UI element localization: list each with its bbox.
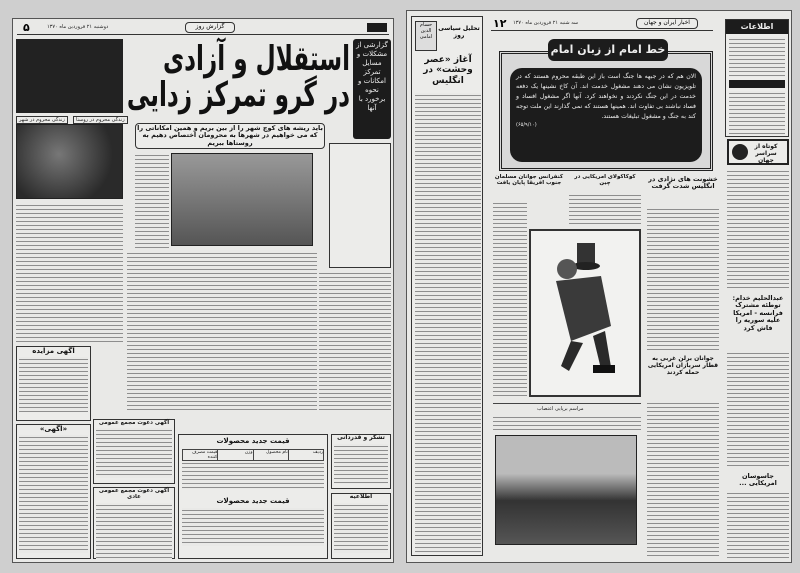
left-page — [12, 18, 394, 563]
ad-assembly-2 — [93, 487, 175, 559]
ad-thanks — [331, 434, 391, 489]
imam-title: خط امام از زبان امام — [548, 39, 668, 61]
photo-caption: زندگی محروم در روستا — [73, 116, 128, 124]
text-column — [569, 193, 641, 227]
page-number: ۱۲ — [493, 17, 507, 30]
text-column — [727, 491, 789, 558]
masthead-info — [729, 91, 785, 135]
imam-box — [499, 51, 713, 171]
table-header: وزن — [217, 450, 252, 460]
text-column — [493, 415, 641, 432]
text-column — [727, 351, 789, 469]
ad-title: «آگهی» — [39, 425, 68, 433]
left-header — [17, 21, 389, 35]
table-header: قیمت مصرف کننده — [191, 450, 218, 461]
main-headline — [128, 41, 350, 119]
page-date: سه شنبه ۲۱ فروردین ماه ۱۳۷۰ — [513, 20, 579, 26]
ad-title: آگهی مزایده — [32, 347, 75, 355]
table-body — [182, 508, 324, 546]
page-number: ۵ — [23, 21, 30, 34]
masthead-logo: اطلاعات — [726, 20, 788, 34]
photo-rural — [16, 39, 123, 113]
world-news-column — [727, 169, 789, 291]
newspaper-logo — [367, 23, 387, 32]
headline-berlin: جوانان برلن غربی به قطار سربازان امریکایی حمله کردند — [647, 355, 719, 376]
text-column — [647, 401, 719, 557]
ad-body — [19, 435, 88, 553]
world-news-label: کوتاه از سراسر جهان — [754, 143, 778, 164]
ad-assembly — [93, 419, 175, 484]
analysis-author-box: حسام الدین امامی — [415, 21, 437, 51]
headline-line: در گرو تمرکز زدایی — [126, 75, 351, 115]
ad-body — [96, 428, 172, 478]
ad-notice — [16, 424, 91, 559]
section-logo: اخبار ایران و جهان — [636, 18, 698, 29]
table-header: نام محصول — [253, 450, 288, 460]
text-column — [329, 143, 391, 268]
analysis-label: تحلیل سیاسی روز — [438, 25, 480, 39]
imam-quote-box — [510, 68, 702, 162]
imam-quote: الان هم که در جبهه ها جنگ است باز این طبقه محروم هستند که در تلویزیون نشان می دهند مشغول خدمت اند. آن کاخ نشینها یک دفعه خدمت در این جنگ نکردند و نخواهند کرد. آنها اگر مشغول افساد و فساد نباشند بی تفاوت اند. همینها هستند که نمی گذارند این ملت توجه کند به جنگ و مشغول تبلیغات هستند. — [516, 73, 696, 120]
table-header: ردیف — [288, 450, 323, 460]
subheadline: باید ریشه های کوچ شهر را از بین بریم و همین امکاناتی را که می خواهیم در شهرها به محرومان اختصاص دهیم به روستاها ببریم — [135, 123, 325, 149]
ad-body — [334, 503, 388, 553]
masthead-bar — [729, 80, 785, 88]
headline-conference: کنفرانس جوانان مسلمان جنوب افریقا پایان یافت — [494, 174, 564, 187]
world-news-box — [727, 139, 789, 165]
divider — [493, 403, 641, 404]
ad-auction — [16, 346, 91, 421]
headline-khaddam: عبدالحلیم خدام: توطئه مشترک فرانسه - امریکا علیه سوریه را فاش کرد — [732, 294, 784, 332]
page-date: دوشنبه ۲۱ فروردین ماه ۱۳۷۰ — [47, 24, 109, 30]
ad-body — [96, 503, 172, 559]
ad-title: اطلاعیه — [349, 493, 373, 500]
table-header-row — [182, 449, 324, 461]
headline-riots: خشونت های نژادی در انگلیس شدت گرفت — [648, 175, 718, 191]
analysis-headline: آغاز «عصر وحشت» در انگلیس — [423, 55, 473, 86]
headline-line: استقلال و آزادی — [162, 39, 350, 79]
imam-source: (۶۵/۹/۱۰) — [516, 122, 537, 128]
photo-section-title: مراسم برپایی اعتصاب — [537, 406, 584, 412]
section-logo: گزارش روز — [185, 22, 235, 33]
table-body — [182, 461, 324, 489]
photo-street — [171, 153, 313, 246]
table-title: قیمت جدید محصولات — [216, 497, 290, 506]
text-column — [127, 251, 317, 411]
text-column — [319, 271, 391, 411]
cartoon-drawing — [531, 231, 639, 395]
analysis-text — [415, 93, 481, 553]
ad-title: آگهی دعوت مجمع عمومی — [98, 420, 170, 426]
right-page — [406, 10, 792, 563]
masthead — [725, 19, 789, 137]
ad-title: تشکر و قدردانی — [337, 434, 385, 441]
headline-cocacola: کوکاکولای امریکایی در چین — [574, 174, 636, 187]
cartoon — [529, 229, 641, 397]
table-title: قیمت جدید محصولات — [216, 437, 290, 445]
photo-caption: زندگی محروم در شهر — [16, 116, 68, 124]
ad-body — [19, 357, 88, 412]
ad-body — [334, 444, 388, 484]
text-column — [135, 153, 169, 248]
text-column — [647, 207, 719, 351]
analysis-column — [411, 16, 483, 556]
headline-spies: جاسوسان امریکایی ... — [739, 472, 777, 488]
price-table — [178, 434, 328, 559]
text-column — [493, 201, 527, 398]
photo-city — [16, 124, 123, 199]
right-header — [491, 17, 713, 31]
ad-title: آگهی دعوت مجمع عمومی عادی — [98, 488, 170, 501]
text-column — [16, 203, 123, 343]
side-box: گزارشی از مشکلات و مسایل تمرکز امکانات و نحوه برخورد با آنها — [353, 39, 391, 139]
news-photo — [495, 435, 637, 545]
masthead-info — [729, 37, 785, 77]
globe-icon — [732, 144, 748, 160]
ad-notice-2 — [331, 493, 391, 559]
